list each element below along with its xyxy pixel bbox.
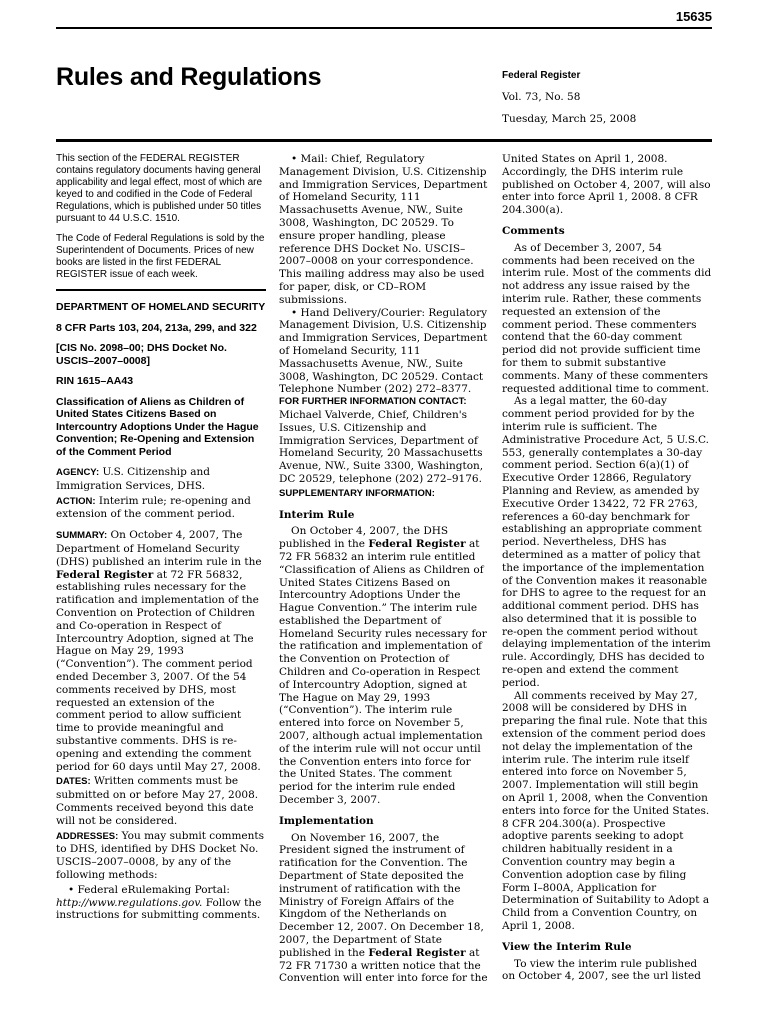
cfr-parts: 8 CFR Parts 103, 204, 213a, 299, and 322 <box>56 321 257 334</box>
rin-number: RIN 1615–AA43 <box>56 375 134 387</box>
column-3 <box>502 153 712 983</box>
interim-federal-register: Federal Register <box>368 538 466 551</box>
section-intro <box>56 153 266 281</box>
implementation-heading: Implementation <box>279 814 374 827</box>
agency-text: U.S. Citizenship and Immigration Services, DHS. <box>56 466 210 492</box>
comments-paragraph-2: As a legal matter, the 60-day comment period provided for by the interim rule is sufficient. The Administrative Procedure Act, 5 U.S.C. 553, generally contemplates a 30-day comment period. Section 6(a)(1) of Executive Order 12866, Regulatory Planning and Review, as amended by Executive Order 13422, 72 FR 2763, references a 60-day benchmark for establishing an appropriate comment period. Nevertheless, DHS has determined as a matter of policy that the importance of the implementation of the Convention makes it reasonable for DHS to agree to the request for an additional comment period. DHS has also determined that it is possible to re-open the comment period without delaying implementation of the interim rule. Accordingly, DHS has decided to re-open and extend the comment period. <box>502 395 711 689</box>
bullet-portal <box>56 884 266 922</box>
view-interim-rule-paragraph: To view the interim rule published on October 4, 2007, see the url listed <box>502 957 701 983</box>
issue-date: Tuesday, March 25, 2008 <box>502 113 637 125</box>
action-field <box>56 495 266 522</box>
interim-text-b: at 72 FR 56832 an interim rule entitled “Classification of Aliens as Children of United States Citizens Based on Intercountry Adoptions Under the Hague Convention.” The interim rule established the Department of Homeland Security rules necessary for the ratification and implementation of the Convention on Protection of Children and Co-operation in Respect of Intercountry Adoption, signed at The Hague on May 29, 1993 (“Convention”). The interim rule entered into force on November 5, 2007, although actual implementation of the interim rule will not occur until the Convention enters into force for the United States. The comment period for the interim rule ended December 3, 2007. <box>279 538 487 807</box>
agency-heading: DEPARTMENT OF HOMELAND SECURITY <box>56 301 266 313</box>
header-rule <box>56 139 712 142</box>
bullet-portal-text: Follow the instructions for submitting comments. <box>56 896 262 922</box>
addresses-label: ADDRESSES: <box>56 830 119 842</box>
interim-rule-heading: Interim Rule <box>279 508 355 521</box>
summary-field <box>56 529 266 773</box>
page-number: 15635 <box>675 9 712 24</box>
summary-text-b: at 72 FR 56832, establishing rules necessary for the ratification and implementation of the Convention on Protection of Children and Co-operation in Respect of Intercountry Adoption, signed at The Hague on May 29, 1993 (“Convention”). The comment period ended December 3, 2007. Of the 54 comments received by DHS, most requested an extension of the comment period to allow sufficient time to provide meaningful and substantive comments. DHS is re-opening and extending the comment period for 60 days until May 27, 2008. <box>56 568 261 773</box>
interim-rule-paragraph <box>279 525 489 807</box>
impl-federal-register: Federal Register <box>368 946 466 959</box>
volume-number: Vol. 73, No. 58 <box>502 91 581 103</box>
supplementary-label: SUPPLEMENTARY INFORMATION: <box>279 487 435 499</box>
intro-paragraph-1: This section of the FEDERAL REGISTER contains regulatory documents having general applicability and legal effect, most of which are keyed to and codified in the Code of Federal Regulations, which is published under 50 titles pursuant to 44 U.S.C. 1510. <box>56 153 263 224</box>
impl-text-b: at 72 FR 71730 a written notice that the Convention will enter into force for the <box>279 946 488 985</box>
continued-paragraph: United States on April 1, 2008. Accordingly, the DHS interim rule published on October 4, 2007, will also enter into force April 1, 2008. 8 CFR 204.300(a). <box>502 153 711 217</box>
impl-text-a: On November 16, 2007, the President signed the instrument of ratification for the Convention. The Department of State deposited the instrument of ratification with the Ministry of Foreign Affairs of the Kingdom of the Netherlands on December 12, 2007. On December 18, 2007, the Department of State published in the <box>279 831 484 959</box>
intro-separator <box>56 289 266 291</box>
implementation-paragraph <box>279 832 489 986</box>
publication-name: Federal Register <box>502 70 581 81</box>
masthead <box>502 70 636 135</box>
top-rule <box>56 27 712 29</box>
dates-text: Written comments must be submitted on or before May 27, 2008. Comments received beyond this date will not be considered. <box>56 775 259 827</box>
section-title: Rules and Regulations <box>56 63 322 91</box>
bullet-mail: • Mail: Chief, Regulatory Management Division, U.S. Citizenship and Immigration Services, Department of Homeland Security, 111 Massachusetts Avenue, NW., Suite 3008, Washington, DC 20529. To ensure proper handling, please reference DHS Docket No. USCIS–2007–0008 on your correspondence. This mailing address may also be used for paper, disk, or CD–ROM submissions. <box>279 153 488 306</box>
dates-label: DATES: <box>56 776 91 788</box>
action-label: ACTION: <box>56 495 96 507</box>
summary-label: SUMMARY: <box>56 530 108 542</box>
comments-paragraph-3: All comments received by May 27, 2008 will be considered by DHS in preparing the final rule. Note that this extension of the comment period does not delay the implementation of the interim rule. The interim rule itself entered into force on November 5, 2007. Implementation will still begin on April 1, 2008, when the Convention enters into force for the United States. 8 CFR 204.300(a). Prospective adoptive parents seeking to adopt children habitually resident in a Convention country may begin a Convention adoption case by filing Form I–800A, Application for Determination of Suitability to Adopt a Child from a Convention Country, on April 1, 2008. <box>502 689 710 933</box>
action-text: Interim rule; re-opening and extension of the comment period. <box>56 494 251 521</box>
bullet-hand-delivery: • Hand Delivery/Courier: Regulatory Management Division, U.S. Citizenship and Immigration Services, Department of Homeland Security, 111 Massachusetts Avenue, NW., Suite 3008, Washington, DC 20529. Contact Telephone Number (202) 272–8377. <box>279 306 488 396</box>
comments-heading: Comments <box>502 224 565 237</box>
regulations-link[interactable]: http://www.regulations.gov. <box>56 896 203 909</box>
view-interim-rule-heading: View the Interim Rule <box>502 940 632 953</box>
contact-text: Michael Valverde, Chief, Children's Issues, U.S. Citizenship and Immigration Services, Department of Homeland Security, 20 Massachusetts Avenue, NW., Suite 3300, Washington, DC 20529, telephone (202) 272–9176. <box>279 408 484 485</box>
addresses-text: You may submit comments to DHS, identified by DHS Docket No. USCIS–2007–0008, by any of the following methods: <box>56 829 265 881</box>
intro-paragraph-2: The Code of Federal Regulations is sold by the Superintendent of Documents. Prices of new books are listed in the first FEDERAL REGISTER issue of each week. <box>56 233 265 280</box>
summary-federal-register: Federal Register <box>56 568 154 581</box>
docket-number: [CIS No. 2098–00; DHS Docket No. USCIS–2007–0008] <box>56 342 227 367</box>
column-2 <box>279 153 489 985</box>
contact-label: FOR FURTHER INFORMATION CONTACT: <box>279 396 467 408</box>
column-1 <box>56 153 266 922</box>
summary-text-a: On October 4, 2007, The Department of Homeland Security (DHS) published an interim rule in the <box>56 529 262 568</box>
addresses-field <box>56 830 266 882</box>
interim-text-a: On October 4, 2007, the DHS published in the <box>279 525 449 551</box>
rule-heading: Classification of Aliens as Children of United States Citizens Based on Intercountry Adoptions Under the Hague Convention; Re-Opening and Extension of the Comment Period <box>56 395 259 458</box>
dates-field <box>56 775 266 827</box>
agency-label: AGENCY: <box>56 467 100 478</box>
comments-paragraph-1: As of December 3, 2007, 54 comments had been received on the interim rule. Most of the comments did not address any issue raised by the interim rule. Rather, these comments requested an extension of the comment period. These commenters contend that the 60-day comment period did not provide sufficient time for them to submit substantive comments. Many of these commenters requested additional time to comment. <box>502 241 712 395</box>
agency-field <box>56 466 266 493</box>
bullet-portal-label: • Federal eRulemaking Portal: <box>68 883 230 896</box>
